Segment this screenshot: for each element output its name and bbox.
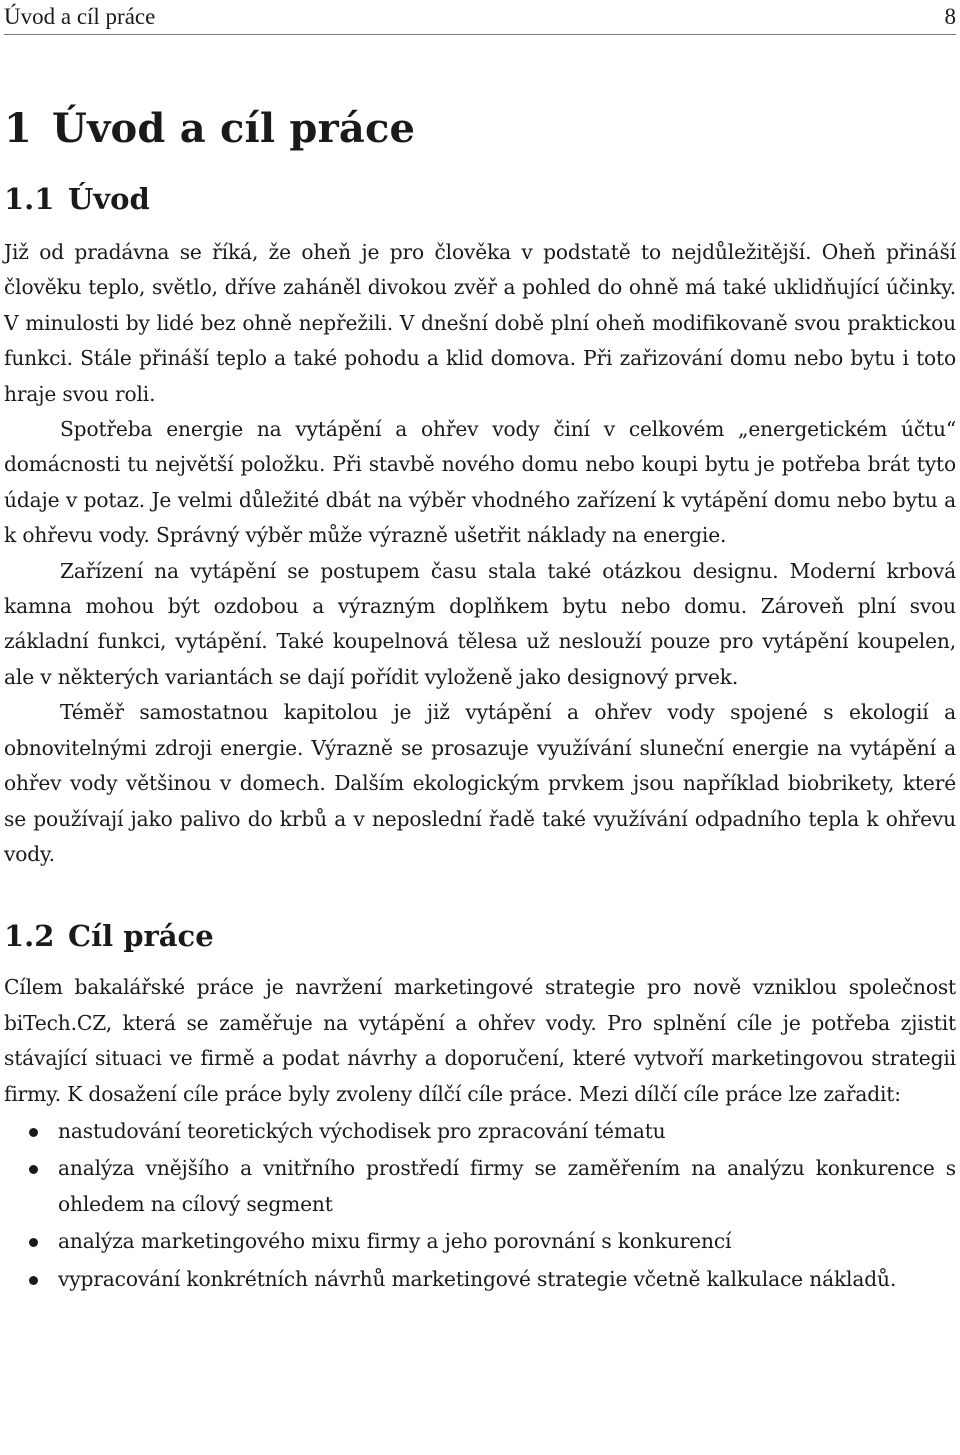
list-item-text: analýza marketingového mixu firmy a jeho porovnání s konkurencí [58,1229,732,1254]
chapter-title: Úvod a cíl práce [52,105,416,152]
section-heading-intro [4,179,956,219]
section-title: Úvod [68,182,150,216]
document-page [4,0,956,1297]
goal-paragraph: Cílem bakalářské práce je navržení marketingové strategie pro nově vzniklou společnost biTech.CZ, která se zaměřuje na vytápění a ohřev vody. Pro splnění cíle je potřeba zjistit stávající situaci ve firmě a podat návrhy a doporučení, které vytvoří marketingovou strategii firmy. K dosažení cíle práce byly zvoleny dílčí cíle práce. Mezi dílčí cíle práce lze zařadit: [4,975,956,1106]
section-title: Cíl práce [68,919,214,954]
chapter-number: 1 [4,105,33,152]
list-item [4,1114,956,1149]
list-item-text: vypracování konkrétních návrhů marketingové strategie včetně kalkulace nákladů. [58,1266,897,1291]
list-item [4,1151,956,1222]
running-header-title: Úvod a cíl práce [4,4,156,29]
section-number: 1.1 [4,182,55,216]
bullet-icon [29,1276,38,1285]
list-item-text: nastudování teoretických východisek pro zpracování tématu [58,1118,666,1143]
running-header [4,0,956,35]
bullet-icon [29,1165,38,1174]
bullet-icon [29,1128,38,1137]
intro-paragraph-4: Téměř samostatnou kapitolou je již vytápění a ohřev vody spojené s ekologií a obnovitelnými zdroji energie. Výrazně se prosazuje využívání sluneční energie na vytápění a ohřev vody většinou v domech. Dalším ekologickým prvkem jsou například biobrikety, které se používají jako palivo do krbů a v neposlední řadě také využívání odpadního tepla k ohřevu vody. [4,700,956,866]
bullet-icon [29,1238,38,1247]
intro-paragraph-2: Spotřeba energie na vytápění a ohřev vody činí v celkovém „energetickém účtu“ domácnosti tu největší položku. Při stavbě nového domu nebo koupi bytu je potřeba brát tyto údaje v potaz. Je velmi důležité dbát na výběr vhodného zařízení k vytápění domu nebo bytu a k ohřevu vody. Správný výběr může výrazně ušetřit náklady na energie. [4,417,956,548]
section-heading-goal [4,916,956,956]
list-item [4,1262,956,1297]
list-item [4,1224,956,1259]
intro-paragraph-3: Zařízení na vytápění se postupem času stala také otázkou designu. Moderní krbová kamna mohou být ozdobou a výrazným doplňkem bytu nebo domu. Zároveň plní svou základní funkci, vytápění. Také koupelnová tělesa už neslouží pouze pro vytápění koupelen, ale v některých variantách se dají pořídit vyloženě jako designový prvek. [4,558,956,689]
goals-list [4,1114,956,1297]
intro-paragraph-1: Již od pradávna se říká, že oheň je pro člověka v podstatě to nejdůležitější. Oheň přináší člověku teplo, světlo, dříve zaháněl divokou zvěř a pohled do ohně má také uklidňující účinky. V minulosti by lidé bez ohně nepřežili. V dnešní době plní oheň modifikovaně svou praktickou funkci. Stále přináší teplo a také pohodu a klid domova. Při zařizování domu nebo bytu i toto hraje svou roli. [4,240,956,406]
section-number: 1.2 [4,919,55,954]
list-item-text: analýza vnějšího a vnitřního prostředí firmy se zaměřením na analýzu konkurence s ohledem na cílový segment [58,1156,956,1216]
page-number: 8 [944,4,956,29]
chapter-heading [4,101,956,157]
